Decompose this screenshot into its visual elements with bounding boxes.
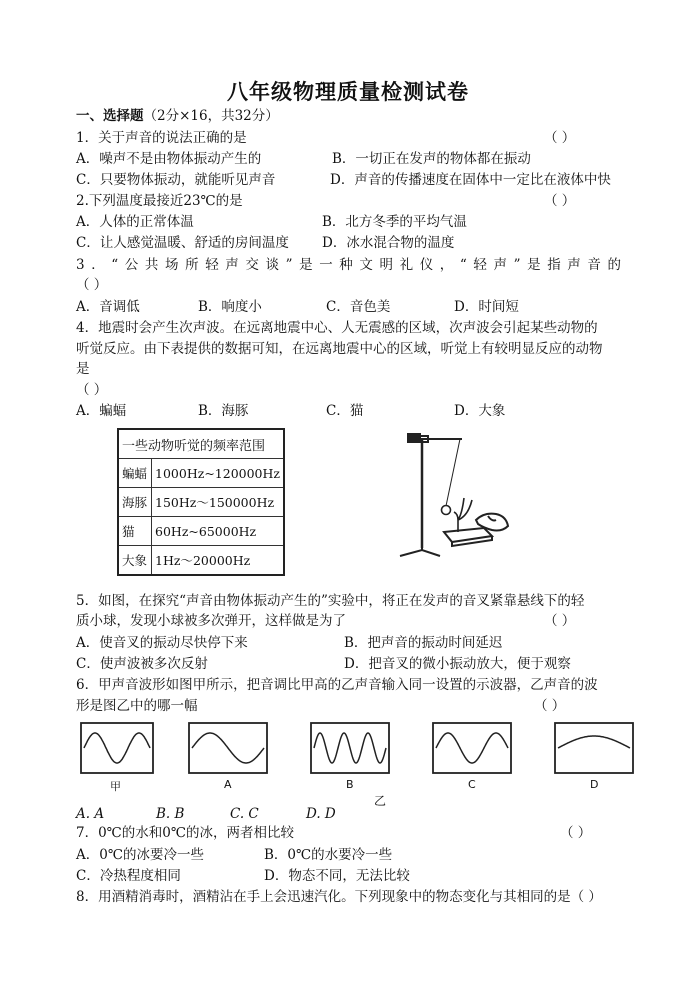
waveform-group-label: 乙 bbox=[374, 794, 387, 808]
q3-option-c: C．音色美 bbox=[326, 299, 391, 315]
q2-option-a: A．人体的正常体温 bbox=[76, 214, 194, 230]
q3-answer-paren: （ ） bbox=[76, 277, 108, 293]
q2-option-d: D．冰水混合物的温度 bbox=[322, 235, 455, 251]
tuning-fork bbox=[454, 498, 472, 532]
waveform-label-a: A bbox=[224, 778, 232, 791]
q4-answer-paren: （ ） bbox=[76, 382, 108, 398]
q5-answer-paren: （ ） bbox=[544, 613, 576, 629]
q7-stem: 7．0℃的水和0℃的冰，两者相比较 bbox=[76, 825, 294, 841]
q7-answer-paren: （ ） bbox=[560, 825, 592, 841]
q4-stem-line3: 是 bbox=[76, 361, 90, 377]
q6-stem-line2: 形是图乙中的哪一幅 bbox=[76, 698, 198, 714]
q4-option-b: B．海豚 bbox=[198, 403, 249, 419]
waveform-b bbox=[310, 722, 390, 774]
table-cell-animal: 猫 bbox=[118, 517, 152, 546]
resonance-box bbox=[444, 528, 492, 542]
q5-option-b: B．把声音的振动时间延迟 bbox=[344, 635, 503, 651]
section-score-note: （2分×16，共32分） bbox=[143, 108, 279, 124]
q5-option-c: C．使声波被多次反射 bbox=[76, 656, 208, 672]
table-cell-range: 150Hz～150000Hz bbox=[152, 488, 284, 517]
table-cell-range: 1Hz～20000Hz bbox=[152, 546, 284, 576]
waveform-d bbox=[554, 722, 634, 774]
section-heading-text: 一、选择题 bbox=[76, 108, 144, 124]
q7-option-b: B．0℃的水要冷一些 bbox=[264, 847, 393, 863]
q4-option-a: A．蝙蝠 bbox=[76, 403, 127, 419]
q3-stem: 3．“公共场所轻声交谈”是一种文明礼仪，“轻声”是指声音的 bbox=[76, 257, 621, 273]
table-heading: 一些动物听觉的频率范围 bbox=[118, 429, 284, 459]
q8-stem-text: 8．用酒精消毒时，酒精沾在手上会迅速汽化。下列现象中的物态变化与其相同的是 bbox=[76, 889, 571, 905]
q2-answer-paren: （ ） bbox=[544, 193, 576, 209]
q4-option-d: D．大象 bbox=[454, 403, 506, 419]
q6-answer-paren: （ ） bbox=[534, 698, 566, 714]
q1-option-b: B．一切正在发声的物体都在振动 bbox=[332, 151, 531, 167]
hearing-frequency-table bbox=[117, 428, 285, 576]
table-row bbox=[118, 517, 284, 546]
q1-option-d: D．声音的传播速度在固体中一定比在液体中快 bbox=[330, 172, 611, 188]
page-title: 八年级物理质量检测试卷 bbox=[227, 79, 469, 104]
stand-base bbox=[400, 550, 440, 556]
waveform-a bbox=[188, 722, 268, 774]
q6-option-a: A. A bbox=[76, 806, 105, 822]
q1-stem: 1．关于声音的说法正确的是 bbox=[76, 130, 247, 146]
q2-option-b: B．北方冬季的平均气温 bbox=[322, 214, 467, 230]
pith-ball bbox=[442, 506, 451, 515]
waveform-label-d: D bbox=[590, 778, 599, 791]
q6-option-b: B. B bbox=[156, 806, 185, 822]
table-cell-range: 1000Hz~120000Hz bbox=[152, 459, 284, 488]
q6-option-d: D. D bbox=[306, 806, 336, 822]
q8-stem bbox=[76, 887, 602, 907]
waveform-c bbox=[432, 722, 512, 774]
table-cell-animal: 大象 bbox=[118, 546, 152, 576]
table-row bbox=[118, 546, 284, 576]
q4-stem-line1: 4．地震时会产生次声波。在远离地震中心、人无震感的区域，次声波会引起某些动物的 bbox=[76, 320, 598, 336]
q7-option-a: A．0℃的冰要冷一些 bbox=[76, 847, 204, 863]
suspension-thread bbox=[446, 439, 460, 506]
waveform-label-jia: 甲 bbox=[110, 780, 121, 793]
table-row bbox=[118, 488, 284, 517]
q3-option-a: A．音调低 bbox=[76, 299, 140, 315]
q6-stem-line1: 6．甲声音波形如图甲所示，把音调比甲高的乙声音输入同一设置的示波器，乙声音的波 bbox=[76, 677, 598, 693]
q5-option-d: D．把音叉的微小振动放大，便于观察 bbox=[344, 656, 571, 672]
q6-option-c: C. C bbox=[230, 806, 259, 822]
q3-option-b: B．响度小 bbox=[198, 299, 262, 315]
waveform-label-b: B bbox=[346, 778, 354, 791]
q3-option-d: D．时间短 bbox=[454, 299, 519, 315]
tuning-fork-apparatus-illustration bbox=[392, 428, 522, 564]
table-cell-animal: 海豚 bbox=[118, 488, 152, 517]
table-row bbox=[118, 459, 284, 488]
q7-option-d: D．物态不同，无法比较 bbox=[264, 868, 410, 884]
q8-answer-paren: （ ） bbox=[570, 889, 602, 905]
q5-stem-line1: 5．如图，在探究“声音由物体振动产生的”实验中，将正在发声的音叉紧靠悬线下的轻 bbox=[76, 593, 585, 609]
table-cell-animal: 蝙蝠 bbox=[118, 459, 152, 488]
q4-stem-line2: 听觉反应。由下表提供的数据可知，在远离地震中心的区域，听觉上有较明显反应的动物 bbox=[76, 341, 603, 357]
q1-answer-paren: （ ） bbox=[544, 130, 576, 146]
q7-option-c: C．冷热程度相同 bbox=[76, 868, 181, 884]
table-cell-range: 60Hz~65000Hz bbox=[152, 517, 284, 546]
q2-stem: 2.下列温度最接近23℃的是 bbox=[76, 193, 243, 209]
table-heading-row bbox=[118, 429, 284, 459]
section-heading bbox=[76, 106, 279, 126]
q4-option-c: C．猫 bbox=[326, 403, 364, 419]
q5-stem-line2: 质小球，发现小球被多次弹开，这样做是为了 bbox=[76, 613, 346, 629]
q1-option-a: A．噪声不是由物体振动产生的 bbox=[76, 151, 262, 167]
waveform-label-c: C bbox=[468, 778, 476, 791]
q2-option-c: C．让人感觉温暖、舒适的房间温度 bbox=[76, 235, 289, 251]
waveform-jia bbox=[80, 722, 154, 774]
q1-option-c: C．只要物体振动，就能听见声音 bbox=[76, 172, 276, 188]
q5-option-a: A．使音叉的振动尽快停下来 bbox=[76, 635, 248, 651]
